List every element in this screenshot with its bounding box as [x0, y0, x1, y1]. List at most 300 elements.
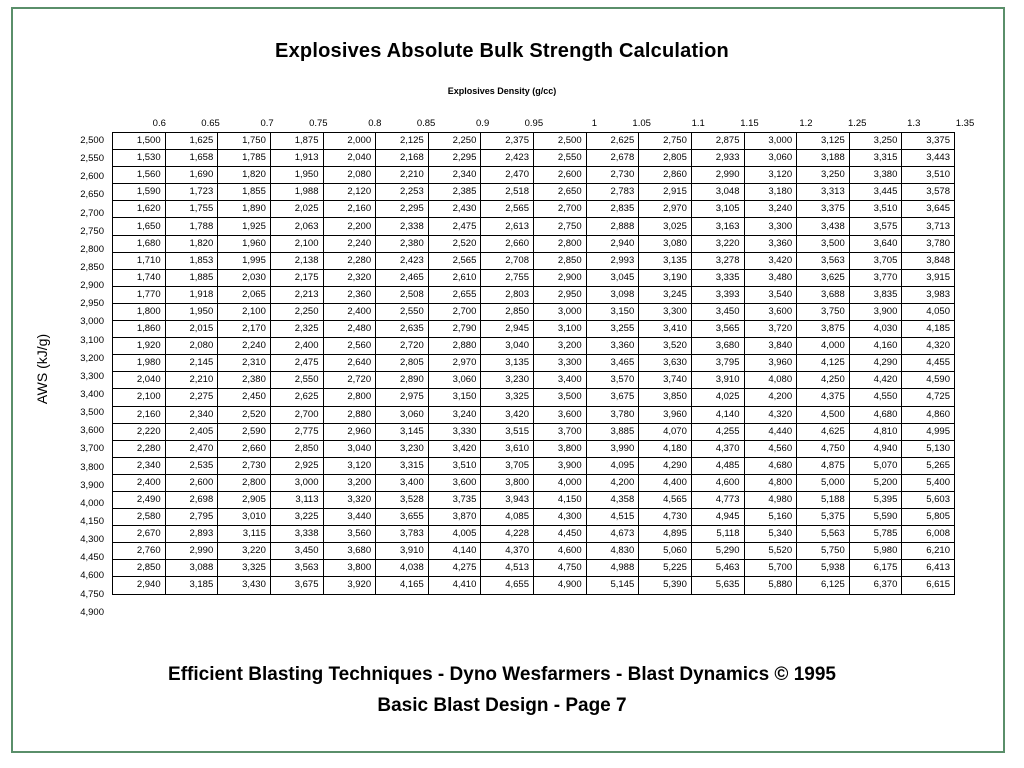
table-cell: 2,170: [218, 321, 271, 338]
table-cell: 3,645: [902, 201, 955, 218]
table-cell: 3,910: [376, 543, 429, 560]
column-headers: [112, 116, 974, 132]
table-cell: 3,750: [797, 303, 850, 320]
table-cell: 4,420: [849, 372, 902, 389]
table-cell: 2,850: [534, 252, 587, 269]
table-cell: 2,635: [376, 321, 429, 338]
table-cell: 2,900: [534, 269, 587, 286]
column-header: 1.25: [847, 118, 867, 129]
table-cell: 3,060: [744, 150, 797, 167]
table-cell: 3,325: [218, 560, 271, 577]
row-header: 3,800: [80, 461, 104, 473]
table-cell: 1,590: [113, 184, 166, 201]
table-cell: 3,325: [481, 389, 534, 406]
table-cell: 6,615: [902, 577, 955, 594]
row-header: 2,700: [80, 207, 104, 219]
table-cell: 3,230: [481, 372, 534, 389]
table-cell: 5,145: [586, 577, 639, 594]
table-cell: 1,658: [165, 150, 218, 167]
table-cell: 2,040: [113, 372, 166, 389]
table-cell: 3,510: [902, 167, 955, 184]
table-cell: 1,530: [113, 150, 166, 167]
table-cell: 4,945: [691, 509, 744, 526]
table-cell: 2,700: [428, 303, 481, 320]
table-row: [113, 457, 955, 474]
table-cell: 2,480: [323, 321, 376, 338]
table-cell: 3,040: [481, 338, 534, 355]
table-cell: 4,320: [744, 406, 797, 423]
table-cell: 2,145: [165, 355, 218, 372]
table-cell: 3,000: [744, 133, 797, 150]
column-header: 1.05: [632, 118, 651, 129]
table-cell: 4,590: [902, 372, 955, 389]
table-row: [113, 389, 955, 406]
table-cell: 3,780: [902, 235, 955, 252]
table-cell: 2,565: [428, 252, 481, 269]
table-cell: 1,875: [270, 133, 323, 150]
table-cell: 1,690: [165, 167, 218, 184]
table-cell: 2,990: [165, 543, 218, 560]
table-cell: 2,400: [323, 303, 376, 320]
table-cell: 2,065: [218, 286, 271, 303]
table-cell: 5,118: [691, 526, 744, 543]
table-cell: 1,755: [165, 201, 218, 218]
table-cell: 2,805: [376, 355, 429, 372]
table-cell: 3,393: [691, 286, 744, 303]
table-cell: 3,200: [534, 338, 587, 355]
table-cell: 2,795: [165, 509, 218, 526]
table-cell: 1,920: [113, 338, 166, 355]
table-cell: 3,225: [270, 509, 323, 526]
table-row: [113, 321, 955, 338]
table-cell: 2,783: [586, 184, 639, 201]
table-cell: 3,770: [849, 269, 902, 286]
table-cell: 2,700: [534, 201, 587, 218]
table-cell: 2,423: [376, 252, 429, 269]
table-cell: 4,800: [744, 474, 797, 491]
table-cell: 1,650: [113, 218, 166, 235]
table-cell: 1,950: [165, 303, 218, 320]
table-cell: 2,250: [428, 133, 481, 150]
table-cell: 3,420: [744, 252, 797, 269]
table-cell: 2,100: [270, 235, 323, 252]
table-cell: 4,255: [691, 423, 744, 440]
table-cell: 3,675: [270, 577, 323, 594]
table-cell: 1,925: [218, 218, 271, 235]
table-cell: 3,900: [534, 457, 587, 474]
table-cell: 4,200: [744, 389, 797, 406]
table-cell: 4,275: [428, 560, 481, 577]
table-cell: 4,625: [797, 423, 850, 440]
table-cell: 1,770: [113, 286, 166, 303]
table-cell: 3,300: [534, 355, 587, 372]
table-cell: 5,785: [849, 526, 902, 543]
table-row: [113, 167, 955, 184]
table-cell: 3,600: [534, 406, 587, 423]
table-cell: 2,475: [270, 355, 323, 372]
table-cell: 4,165: [376, 577, 429, 594]
table-cell: 2,475: [428, 218, 481, 235]
table-row: [113, 235, 955, 252]
table-cell: 5,590: [849, 509, 902, 526]
row-header: 2,800: [80, 243, 104, 255]
table-cell: 4,773: [691, 491, 744, 508]
table-cell: 4,410: [428, 577, 481, 594]
table-cell: 1,918: [165, 286, 218, 303]
table-cell: 2,340: [113, 457, 166, 474]
table-cell: 2,380: [376, 235, 429, 252]
table-cell: 2,790: [428, 321, 481, 338]
row-header: 4,300: [80, 534, 104, 546]
table-cell: 4,500: [797, 406, 850, 423]
table-cell: 2,240: [218, 338, 271, 355]
table-cell: 5,340: [744, 526, 797, 543]
table-cell: 2,800: [323, 389, 376, 406]
table-cell: 2,040: [323, 150, 376, 167]
table-cell: 4,673: [586, 526, 639, 543]
table-cell: 2,860: [639, 167, 692, 184]
table-cell: 2,465: [376, 269, 429, 286]
table-cell: 3,800: [323, 560, 376, 577]
table-row: [113, 577, 955, 594]
table-cell: 3,783: [376, 526, 429, 543]
table-cell: 3,045: [586, 269, 639, 286]
table-cell: 1,740: [113, 269, 166, 286]
table-cell: 2,550: [270, 372, 323, 389]
table-cell: 2,275: [165, 389, 218, 406]
table-cell: 3,400: [534, 372, 587, 389]
table-cell: 2,803: [481, 286, 534, 303]
table-cell: 5,070: [849, 457, 902, 474]
table-cell: 3,200: [323, 474, 376, 491]
table-cell: 2,755: [481, 269, 534, 286]
table-cell: 2,850: [481, 303, 534, 320]
table-cell: 3,800: [534, 440, 587, 457]
table-cell: 2,950: [534, 286, 587, 303]
table-cell: 2,405: [165, 423, 218, 440]
table-cell: 3,735: [428, 491, 481, 508]
table-cell: 3,250: [849, 133, 902, 150]
table-cell: 1,820: [218, 167, 271, 184]
table-cell: 4,730: [639, 509, 692, 526]
row-header: 4,150: [80, 515, 104, 527]
table-cell: 4,085: [481, 509, 534, 526]
table-row: [113, 338, 955, 355]
table-cell: 2,650: [534, 184, 587, 201]
table-cell: 2,720: [323, 372, 376, 389]
table-cell: 1,710: [113, 252, 166, 269]
table-cell: 3,300: [639, 303, 692, 320]
row-header: 3,200: [80, 352, 104, 364]
table-cell: 3,885: [586, 423, 639, 440]
table-cell: 6,413: [902, 560, 955, 577]
table-cell: 4,000: [534, 474, 587, 491]
table-cell: 2,580: [113, 509, 166, 526]
table-cell: 1,800: [113, 303, 166, 320]
table-cell: 2,253: [376, 184, 429, 201]
table-cell: 2,700: [270, 406, 323, 423]
table-cell: 3,010: [218, 509, 271, 526]
row-header: 2,950: [80, 298, 104, 310]
row-header: 4,900: [80, 606, 104, 618]
table-cell: 4,515: [586, 509, 639, 526]
column-header: 1.35: [955, 118, 975, 129]
table-cell: 3,510: [428, 457, 481, 474]
table-cell: 3,578: [902, 184, 955, 201]
footer-credit: Efficient Blasting Techniques - Dyno Wesfarmers - Blast Dynamics © 1995: [168, 664, 836, 685]
table-cell: 3,680: [691, 338, 744, 355]
table-cell: 5,265: [902, 457, 955, 474]
table-cell: 5,375: [797, 509, 850, 526]
table-cell: 3,565: [691, 321, 744, 338]
table-cell: 4,370: [481, 543, 534, 560]
table-cell: 2,340: [165, 406, 218, 423]
table-cell: 1,723: [165, 184, 218, 201]
table-cell: 2,295: [376, 201, 429, 218]
row-header: 4,750: [80, 588, 104, 600]
table-cell: 2,730: [218, 457, 271, 474]
row-header: 2,750: [80, 225, 104, 237]
table-cell: 4,600: [534, 543, 587, 560]
table-cell: 4,180: [639, 440, 692, 457]
table-cell: 2,805: [639, 150, 692, 167]
table-cell: 3,145: [376, 423, 429, 440]
table-cell: 3,705: [481, 457, 534, 474]
table-cell: 1,885: [165, 269, 218, 286]
table-cell: 3,795: [691, 355, 744, 372]
table-cell: 3,335: [691, 269, 744, 286]
table-cell: 3,120: [323, 457, 376, 474]
table-cell: 2,000: [323, 133, 376, 150]
table-cell: 4,185: [902, 321, 955, 338]
table-cell: 3,540: [744, 286, 797, 303]
table-cell: 2,470: [481, 167, 534, 184]
table-cell: 3,520: [639, 338, 692, 355]
table-cell: 3,465: [586, 355, 639, 372]
column-header: 0.75: [309, 118, 328, 129]
table-cell: 3,960: [639, 406, 692, 423]
table-cell: 1,853: [165, 252, 218, 269]
table-cell: 3,450: [270, 543, 323, 560]
table-cell: 2,423: [481, 150, 534, 167]
table-cell: 4,995: [902, 423, 955, 440]
table-cell: 3,230: [376, 440, 429, 457]
table-cell: 2,400: [270, 338, 323, 355]
table-cell: 2,310: [218, 355, 271, 372]
table-cell: 4,038: [376, 560, 429, 577]
row-header: 4,450: [80, 552, 104, 564]
table-cell: 3,900: [849, 303, 902, 320]
table-cell: 4,900: [534, 577, 587, 594]
table-cell: 5,290: [691, 543, 744, 560]
table-cell: 2,800: [218, 474, 271, 491]
table-cell: 4,140: [691, 406, 744, 423]
table-cell: 6,175: [849, 560, 902, 577]
table-row: [113, 286, 955, 303]
table-cell: 3,040: [323, 440, 376, 457]
table-cell: 3,360: [744, 235, 797, 252]
table-cell: 3,510: [849, 201, 902, 218]
table-cell: 1,980: [113, 355, 166, 372]
table-cell: 3,563: [797, 252, 850, 269]
table-cell: 3,870: [428, 509, 481, 526]
table-cell: 2,450: [218, 389, 271, 406]
table-cell: 3,443: [902, 150, 955, 167]
table-cell: 2,500: [534, 133, 587, 150]
table-cell: 4,830: [586, 543, 639, 560]
table-row: [113, 543, 955, 560]
table-cell: 2,905: [218, 491, 271, 508]
table-cell: 3,080: [639, 235, 692, 252]
table-cell: 3,250: [797, 167, 850, 184]
table-cell: 2,960: [323, 423, 376, 440]
table-cell: 2,730: [586, 167, 639, 184]
table-cell: 3,840: [744, 338, 797, 355]
table-cell: 2,385: [428, 184, 481, 201]
row-header: 4,600: [80, 570, 104, 582]
table-cell: 2,850: [270, 440, 323, 457]
column-header: 0.95: [524, 118, 544, 129]
table-cell: 3,025: [639, 218, 692, 235]
table-cell: 3,060: [376, 406, 429, 423]
table-cell: 3,188: [797, 150, 850, 167]
table-cell: 3,100: [534, 321, 587, 338]
table-cell: 2,120: [323, 184, 376, 201]
column-header: 0.8: [368, 118, 382, 129]
table-cell: 3,680: [323, 543, 376, 560]
table-cell: 4,250: [797, 372, 850, 389]
table-cell: 1,680: [113, 235, 166, 252]
table-cell: 1,620: [113, 201, 166, 218]
table-cell: 2,470: [165, 440, 218, 457]
table-cell: 3,135: [639, 252, 692, 269]
table-cell: 2,080: [165, 338, 218, 355]
table-cell: 5,188: [797, 491, 850, 508]
table-row: [113, 526, 955, 543]
table-cell: 6,008: [902, 526, 955, 543]
table-cell: 4,370: [691, 440, 744, 457]
table-cell: 2,210: [165, 372, 218, 389]
table-cell: 2,535: [165, 457, 218, 474]
table-cell: 4,875: [797, 457, 850, 474]
table-cell: 3,400: [376, 474, 429, 491]
table-cell: 2,600: [165, 474, 218, 491]
table-row: [113, 133, 955, 150]
row-header: 2,850: [80, 261, 104, 273]
table-cell: 2,678: [586, 150, 639, 167]
table-cell: 2,698: [165, 491, 218, 508]
table-cell: 3,360: [586, 338, 639, 355]
table-cell: 2,063: [270, 218, 323, 235]
table-cell: 2,893: [165, 526, 218, 543]
table-cell: 2,660: [481, 235, 534, 252]
table-cell: 2,210: [376, 167, 429, 184]
table-cell: 4,375: [797, 389, 850, 406]
table-cell: 3,675: [586, 389, 639, 406]
table-cell: 3,440: [323, 509, 376, 526]
table-cell: 4,358: [586, 491, 639, 508]
table-cell: 1,855: [218, 184, 271, 201]
table-row: [113, 150, 955, 167]
table-cell: 3,048: [691, 184, 744, 201]
table-cell: 1,625: [165, 133, 218, 150]
table-cell: 2,708: [481, 252, 534, 269]
column-header: 1.1: [691, 118, 705, 129]
table-cell: 1,988: [270, 184, 323, 201]
table-cell: 1,788: [165, 218, 218, 235]
table-cell: 3,420: [481, 406, 534, 423]
table-cell: 3,220: [218, 543, 271, 560]
table-cell: 4,070: [639, 423, 692, 440]
table-row: [113, 491, 955, 508]
table-cell: 1,950: [270, 167, 323, 184]
table-cell: 2,280: [323, 252, 376, 269]
table-cell: 2,080: [323, 167, 376, 184]
table-cell: 2,890: [376, 372, 429, 389]
table-cell: 3,438: [797, 218, 850, 235]
table-cell: 4,290: [639, 457, 692, 474]
table-cell: 3,915: [902, 269, 955, 286]
table-cell: 2,400: [113, 474, 166, 491]
table-cell: 3,450: [691, 303, 744, 320]
table-cell: 3,835: [849, 286, 902, 303]
table-cell: 2,220: [113, 423, 166, 440]
table-cell: 5,395: [849, 491, 902, 508]
table-cell: 3,943: [481, 491, 534, 508]
table-cell: 4,125: [797, 355, 850, 372]
table-cell: 4,140: [428, 543, 481, 560]
table-cell: 4,160: [849, 338, 902, 355]
table-cell: 3,910: [691, 372, 744, 389]
table-cell: 3,098: [586, 286, 639, 303]
table-cell: 3,375: [902, 133, 955, 150]
column-header: 0.85: [416, 118, 436, 129]
table-cell: 2,565: [481, 201, 534, 218]
table-cell: 2,560: [323, 338, 376, 355]
table-cell: 5,980: [849, 543, 902, 560]
row-header: 3,400: [80, 388, 104, 400]
table-cell: 2,670: [113, 526, 166, 543]
table-cell: 5,603: [902, 491, 955, 508]
table-cell: 1,750: [218, 133, 271, 150]
table-cell: 1,820: [165, 235, 218, 252]
table-cell: 2,915: [639, 184, 692, 201]
table-cell: 4,550: [849, 389, 902, 406]
table-cell: 2,625: [270, 389, 323, 406]
row-header: 2,500: [80, 135, 104, 146]
table-cell: 3,875: [797, 321, 850, 338]
table-cell: 2,880: [428, 338, 481, 355]
table-cell: 3,330: [428, 423, 481, 440]
row-header: 3,600: [80, 425, 104, 437]
table-cell: 5,563: [797, 526, 850, 543]
table-cell: 2,875: [691, 133, 744, 150]
table-cell: 2,970: [639, 201, 692, 218]
table-cell: 2,338: [376, 218, 429, 235]
table-row: [113, 252, 955, 269]
row-header: 3,500: [80, 407, 104, 419]
table-cell: 3,320: [323, 491, 376, 508]
table-cell: 2,375: [481, 133, 534, 150]
table-cell: 2,360: [323, 286, 376, 303]
table-cell: 4,030: [849, 321, 902, 338]
table-cell: 5,520: [744, 543, 797, 560]
table-cell: 4,680: [849, 406, 902, 423]
table-cell: 2,508: [376, 286, 429, 303]
table-cell: 3,740: [639, 372, 692, 389]
table-cell: 3,150: [586, 303, 639, 320]
table-cell: 2,200: [323, 218, 376, 235]
